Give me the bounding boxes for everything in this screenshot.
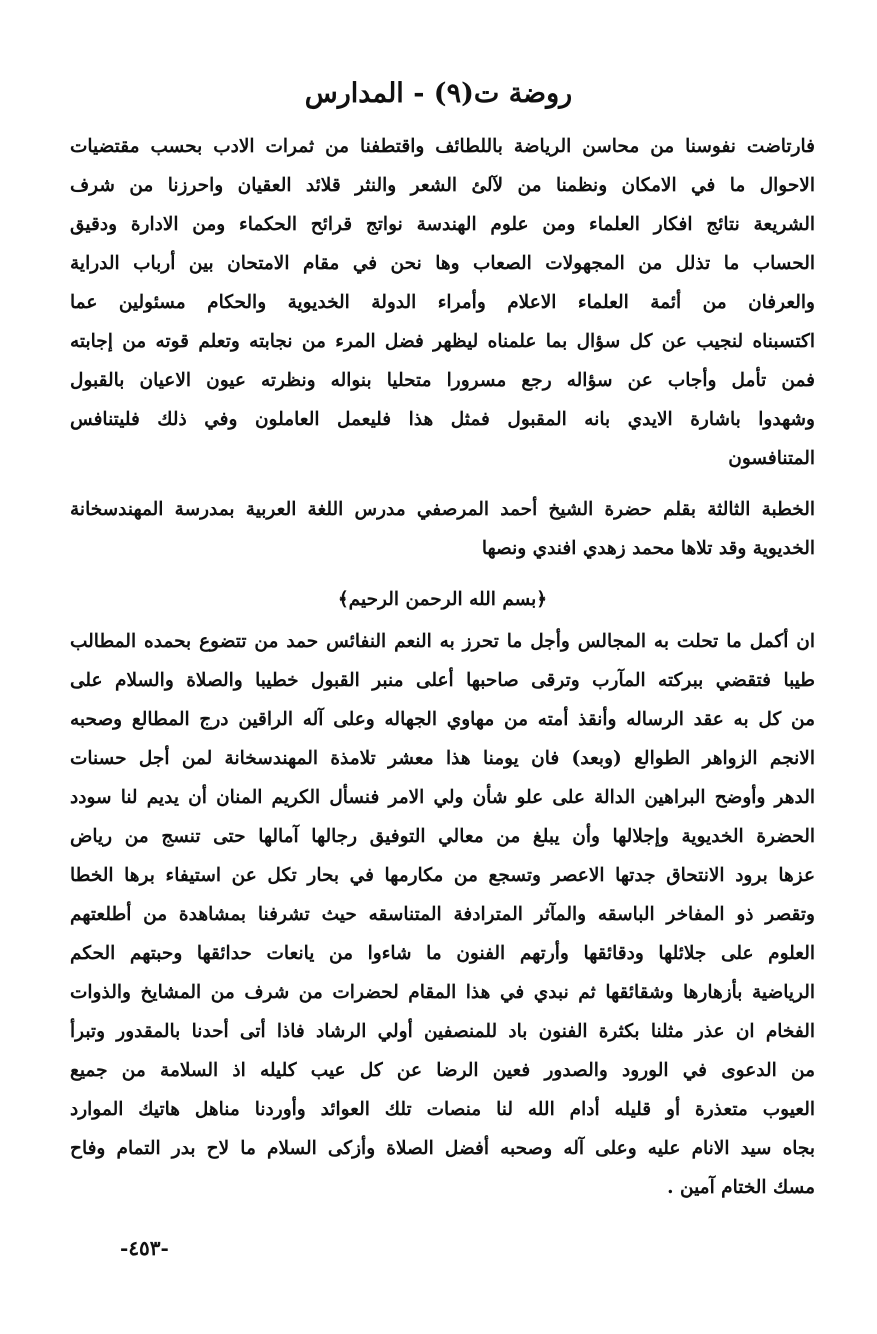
text-line: الرياضية بأزهارها وشقائقها ثم نبدي في هذا المقام لحضرات من شرف من المشايخ والذوات (70, 982, 815, 1003)
paragraph-third-speech-intro (70, 490, 815, 568)
text-line: ان أكمل ما تحلت به المجالس وأجل ما تحرز به النعم النفائس حمد من تتضوع بحمده المطالب (70, 631, 815, 652)
paragraph-speech-text (70, 622, 815, 1207)
text-line: فارتاضت نفوسنا من محاسن الرياضة باللطائف واقتطفنا من ثمرات الادب بحسب مقتضيات (70, 136, 815, 157)
text-line: العيوب متعذرة أو قليله أدام الله لنا منصات تلك العوائد وأوردنا مناهل هاتيك الموارد (70, 1099, 815, 1120)
text-line: مسك الختام آمين . (667, 1177, 815, 1198)
text-line: من كل به عقد الرساله وأنقذ أمته من مهاوي الجهاله وعلى آله الراقين درج المطالع وصحبه (70, 709, 815, 730)
paragraph-exam-address (70, 127, 815, 478)
text-line: الشريعة نتائج افكار العلماء ومن علوم الهندسة نواتج قرائح الحكماء ومن الادارة ودقيق (70, 214, 815, 235)
text-line: المتنافسون (728, 448, 815, 469)
text-line: والعرفان من أئمة العلماء الاعلام وأمراء الدولة الخديوية والحكام مسئولين عما (70, 292, 815, 313)
basmala-heading: ﴿بسم الله الرحمن الرحيم﴾ (337, 589, 548, 610)
text-line: الحضرة الخديوية وإجلالها وأن يبلغ من معالي التوفيق رجالها آمالها حتى تنسج من رياض (70, 826, 815, 847)
text-line: الدهر وأوضح البراهين الدالة على علو شأن ولي الامر فنسأل الكريم المنان أن يديم لنا سودد (70, 787, 815, 808)
text-line: وشهدوا باشارة الايدي بانه المقبول فمثل هذا فليعمل العاملون وفي ذلك فليتنافس (70, 409, 815, 430)
text-line: العلوم على جلائلها ودقائقها وأرتهم الفنون ما شاءوا من يانعات حدائقها وحبتهم الحكم (70, 943, 815, 964)
text-line: عزها برود الانتحاق جدتها الاعصر وتسجع من مكارمها في بحار تكل عن استيفاء برها الخطا (70, 865, 815, 886)
text-line: الخديوية وقد تلاها محمد زهدي افندي ونصها (481, 538, 815, 559)
running-head: روضة ت(٩) - المدارس (304, 78, 573, 109)
text-line: الاحوال ما في الامكان ونظمنا من لآلئ الشعر والنثر قلائد العقيان واحرزنا من شرف (70, 175, 815, 196)
text-line: طيبا فتقضي ببركته المآرب وترقى صاحبها أعلى منبر القبول خطيبا والصلاة والسلام على (70, 670, 815, 691)
text-line: الفخام ان عذر مثلنا بكثرة الفنون باد للمنصفين أولي الرشاد فاذا أتى أحدنا بالمقدور وتبرأ (70, 1021, 815, 1042)
text-line: بجاه سيد الانام عليه وعلى آله وصحبه أفضل الصلاة وأزكى السلام ما لاح بدر التمام وفاح (70, 1138, 815, 1159)
text-line: الحساب ما تذلل من المجهولات الصعاب وها نحن في مقام الامتحان بين أرباب الدراية (70, 253, 815, 274)
page-number: -٤٥٣- (120, 1236, 169, 1260)
text-line: اكتسبناه لنجيب عن كل سؤال بما علمناه ليظهر فضل المرء من نجابته وتعلم قوته من إجابته (70, 331, 815, 352)
text-line: فمن تأمل وأجاب عن سؤاله رجع مسرورا متحليا بنواله ونظرته عيون الاعيان بالقبول (70, 370, 815, 391)
text-line: الانجم الزواهر الطوالع (وبعد) فان يومنا هذا معشر تلامذة المهندسخانة لمن أجل حسنات (70, 748, 815, 769)
text-line: الخطبة الثالثة بقلم حضرة الشيخ أحمد المرصفي مدرس اللغة العربية بمدرسة المهندسخانة (70, 499, 815, 520)
text-line: من الدعوى في الورود والصدور فعين الرضا عن كل عيب كليله اذ السلامة من جميع (70, 1060, 815, 1081)
text-line: وتقصر ذو المفاخر الباسقه والمآثر المترادفة المتناسقه حيث تشرفنا بمشاهدة من أطلعتهم (70, 904, 815, 925)
